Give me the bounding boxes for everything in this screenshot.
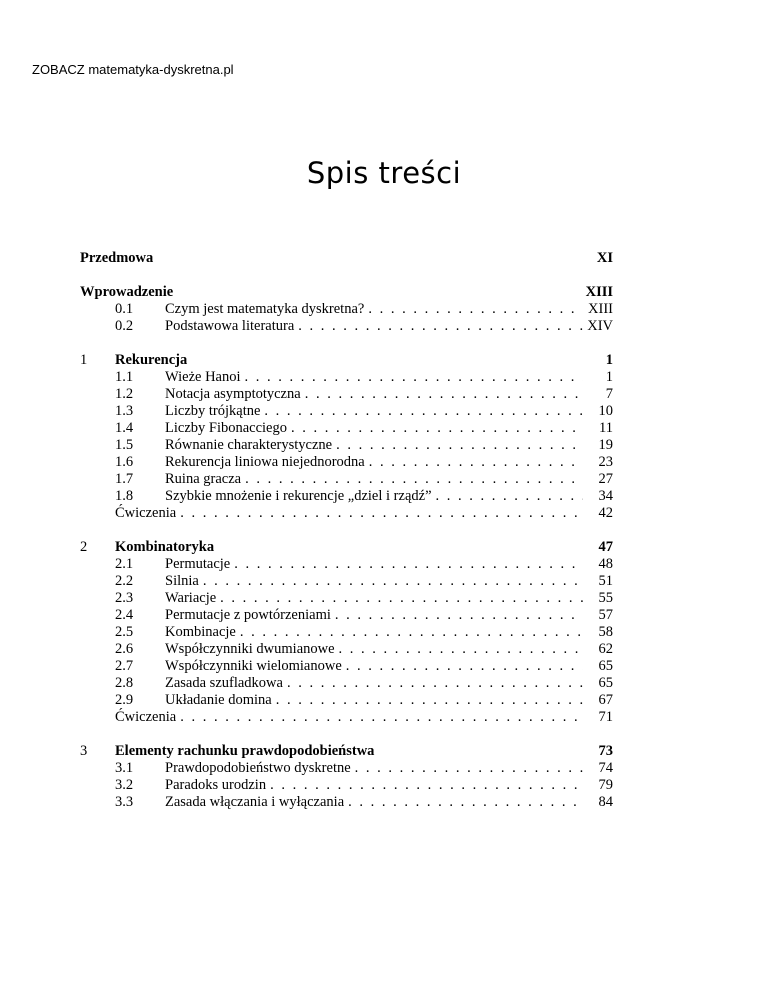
dot-leader: [264, 403, 583, 420]
section-number: 3.1: [115, 760, 134, 776]
dot-leader: [287, 675, 583, 692]
section-title[interactable]: Współczynniki wielomianowe: [165, 658, 342, 674]
section-number: 2.7: [115, 658, 134, 674]
section-number: 2.4: [115, 607, 134, 623]
section-title[interactable]: Równanie charakterystyczne: [165, 437, 333, 453]
section-number: 2.8: [115, 675, 134, 691]
section-page: 23: [598, 454, 613, 470]
dot-leader: [355, 760, 583, 777]
section-entry[interactable]: [165, 624, 613, 641]
section-entry[interactable]: [165, 420, 613, 437]
section-entry[interactable]: [115, 709, 613, 726]
section-number: 1.5: [115, 437, 134, 453]
section-title[interactable]: Ćwiczenia: [115, 709, 177, 725]
section-number: 1.7: [115, 471, 134, 487]
toc-section-row[interactable]: [80, 301, 613, 318]
chapter-number: 1: [80, 352, 88, 368]
section-title[interactable]: Permutacje: [165, 556, 231, 572]
section-entry[interactable]: [165, 437, 613, 454]
section-entry[interactable]: [165, 403, 613, 420]
section-number: 0.1: [115, 301, 134, 317]
section-number: 1.3: [115, 403, 134, 419]
section-title[interactable]: Wieże Hanoi: [165, 369, 241, 385]
chapter-page: 73: [598, 743, 613, 759]
section-title[interactable]: Czym jest matematyka dyskretna?: [165, 301, 365, 317]
section-entry[interactable]: [165, 760, 613, 777]
front-title[interactable]: Wprowadzenie: [80, 284, 174, 300]
section-entry[interactable]: [165, 794, 613, 811]
front-page: XI: [596, 250, 613, 266]
section-title[interactable]: Liczby Fibonacciego: [165, 420, 287, 436]
dot-leader: [298, 318, 583, 335]
section-number: 3.2: [115, 777, 134, 793]
toc-section-row[interactable]: [80, 590, 613, 607]
toc-section-row[interactable]: [80, 488, 613, 505]
section-number: 2.3: [115, 590, 134, 606]
toc-section-row[interactable]: [80, 369, 613, 386]
section-number: 0.2: [115, 318, 134, 334]
section-number: 2.6: [115, 641, 134, 657]
section-page: 74: [598, 760, 613, 776]
dot-leader: [220, 590, 583, 607]
section-entry[interactable]: [165, 301, 613, 318]
section-entry[interactable]: [165, 369, 613, 386]
section-page: 71: [598, 709, 613, 725]
section-number: 1.8: [115, 488, 134, 504]
section-title[interactable]: Prawdopodobieństwo dyskretne: [165, 760, 351, 776]
section-page: 55: [598, 590, 613, 606]
toc-section-row[interactable]: [80, 760, 613, 777]
toc-section-row[interactable]: [80, 318, 613, 335]
dot-leader: [276, 692, 583, 709]
section-number: 3.3: [115, 794, 134, 810]
section-title[interactable]: Współczynniki dwumianowe: [165, 641, 335, 657]
section-page: 42: [598, 505, 613, 521]
toc-section-row[interactable]: [80, 675, 613, 692]
section-entry[interactable]: [165, 386, 613, 403]
section-page: XIV: [587, 318, 613, 334]
toc-section-row[interactable]: [80, 658, 613, 675]
dot-leader: [346, 658, 583, 675]
toc-section-row[interactable]: [80, 692, 613, 709]
section-page: 48: [598, 556, 613, 572]
dot-leader: [339, 641, 583, 658]
dot-leader: [348, 794, 583, 811]
toc-section-row[interactable]: [80, 471, 613, 488]
section-page: 65: [598, 658, 613, 674]
toc-chapter-row[interactable]: [80, 539, 613, 556]
section-page: 51: [598, 573, 613, 589]
chapter-title[interactable]: Kombinatoryka: [115, 539, 215, 555]
section-page: 57: [598, 607, 613, 623]
section-number: 1.1: [115, 369, 134, 385]
section-title[interactable]: Kombinacje: [165, 624, 236, 640]
toc-section-row[interactable]: [80, 386, 613, 403]
section-entry[interactable]: [165, 641, 613, 658]
section-page: 67: [598, 692, 613, 708]
toc-section-row[interactable]: [80, 573, 613, 590]
dot-leader: [245, 369, 583, 386]
dot-leader: [234, 556, 583, 573]
dot-leader: [203, 573, 583, 590]
section-entry[interactable]: [165, 590, 613, 607]
toc-section-row[interactable]: [80, 403, 613, 420]
dot-leader: [305, 386, 583, 403]
dot-leader: [436, 488, 583, 505]
toc-section-row[interactable]: [80, 556, 613, 573]
toc-front-row[interactable]: [80, 284, 613, 301]
section-entry[interactable]: [165, 318, 613, 335]
toc-chapter-row[interactable]: [80, 352, 613, 369]
section-page: 11: [599, 420, 613, 436]
toc-section-row[interactable]: [80, 454, 613, 471]
section-entry[interactable]: [165, 556, 613, 573]
dot-leader: [240, 624, 583, 641]
section-entry[interactable]: [165, 658, 613, 675]
section-page: 65: [598, 675, 613, 691]
front-title[interactable]: Przedmowa: [80, 250, 154, 266]
section-title[interactable]: Permutacje z powtórzeniami: [165, 607, 331, 623]
section-title[interactable]: Paradoks urodzin: [165, 777, 267, 793]
section-entry[interactable]: [165, 573, 613, 590]
dot-leader: [291, 420, 583, 437]
section-title[interactable]: Zasada włączania i wyłączania: [165, 794, 345, 810]
section-entry[interactable]: [165, 607, 613, 624]
site-banner[interactable]: ZOBACZ matematyka-dyskretna.pl: [32, 62, 234, 77]
section-number: 2.5: [115, 624, 134, 640]
toc-exercises-row[interactable]: [80, 709, 613, 726]
section-title[interactable]: Rekurencja liniowa niejednorodna: [165, 454, 365, 470]
section-page: 62: [598, 641, 613, 657]
toc-section-row[interactable]: [80, 420, 613, 437]
dot-leader: [335, 607, 583, 624]
section-page: XIII: [588, 301, 613, 317]
section-title[interactable]: Notacja asymptotyczna: [165, 386, 301, 402]
toc-section-row[interactable]: [80, 777, 613, 794]
front-page: XIII: [585, 284, 613, 300]
dot-leader: [336, 437, 583, 454]
section-title[interactable]: Wariacje: [165, 590, 217, 606]
section-entry[interactable]: [165, 675, 613, 692]
section-entry[interactable]: [115, 505, 613, 522]
section-page: 19: [598, 437, 613, 453]
section-title[interactable]: Układanie domina: [165, 692, 272, 708]
toc-section-row[interactable]: [80, 794, 613, 811]
dot-leader: [245, 471, 583, 488]
section-page: 27: [598, 471, 613, 487]
toc-chapter-row[interactable]: [80, 743, 613, 760]
section-number: 2.1: [115, 556, 134, 572]
section-page: 7: [605, 386, 613, 402]
table-of-contents: [80, 250, 613, 811]
section-number: 1.6: [115, 454, 134, 470]
toc-section-row[interactable]: [80, 641, 613, 658]
section-entry[interactable]: [165, 777, 613, 794]
section-page: 1: [605, 369, 613, 385]
section-page: 79: [598, 777, 613, 793]
section-number: 2.9: [115, 692, 134, 708]
section-title[interactable]: Szybkie mnożenie i rekurencje „dziel i rządź”: [165, 488, 432, 504]
section-entry[interactable]: [165, 692, 613, 709]
section-title[interactable]: Podstawowa literatura: [165, 318, 295, 334]
section-entry[interactable]: [165, 488, 613, 505]
dot-leader: [368, 301, 583, 318]
chapter-page: 47: [598, 539, 613, 555]
chapter-title[interactable]: Elementy rachunku prawdopodobieństwa: [115, 743, 375, 759]
section-title[interactable]: Ruina gracza: [165, 471, 242, 487]
chapter-title[interactable]: Rekurencja: [115, 352, 188, 368]
section-title[interactable]: Silnia: [165, 573, 199, 589]
toc-section-row[interactable]: [80, 607, 613, 624]
section-number: 1.2: [115, 386, 134, 402]
section-title[interactable]: Zasada szufladkowa: [165, 675, 283, 691]
dot-leader: [180, 505, 583, 522]
section-page: 58: [598, 624, 613, 640]
section-title[interactable]: Liczby trójkątne: [165, 403, 261, 419]
section-entry[interactable]: [165, 471, 613, 488]
dot-leader: [369, 454, 583, 471]
toc-exercises-row[interactable]: [80, 505, 613, 522]
chapter-number: 3: [80, 743, 88, 759]
chapter-number: 2: [80, 539, 88, 555]
section-page: 84: [598, 794, 613, 810]
dot-leader: [270, 777, 583, 794]
section-page: 10: [598, 403, 613, 419]
toc-section-row[interactable]: [80, 437, 613, 454]
chapter-page: 1: [605, 352, 613, 368]
section-page: 34: [598, 488, 613, 504]
toc-section-row[interactable]: [80, 624, 613, 641]
section-title[interactable]: Ćwiczenia: [115, 505, 177, 521]
toc-front-row[interactable]: [80, 250, 613, 267]
section-number: 1.4: [115, 420, 134, 436]
section-number: 2.2: [115, 573, 134, 589]
page-title: Spis treści: [306, 156, 462, 190]
dot-leader: [180, 709, 583, 726]
section-entry[interactable]: [165, 454, 613, 471]
